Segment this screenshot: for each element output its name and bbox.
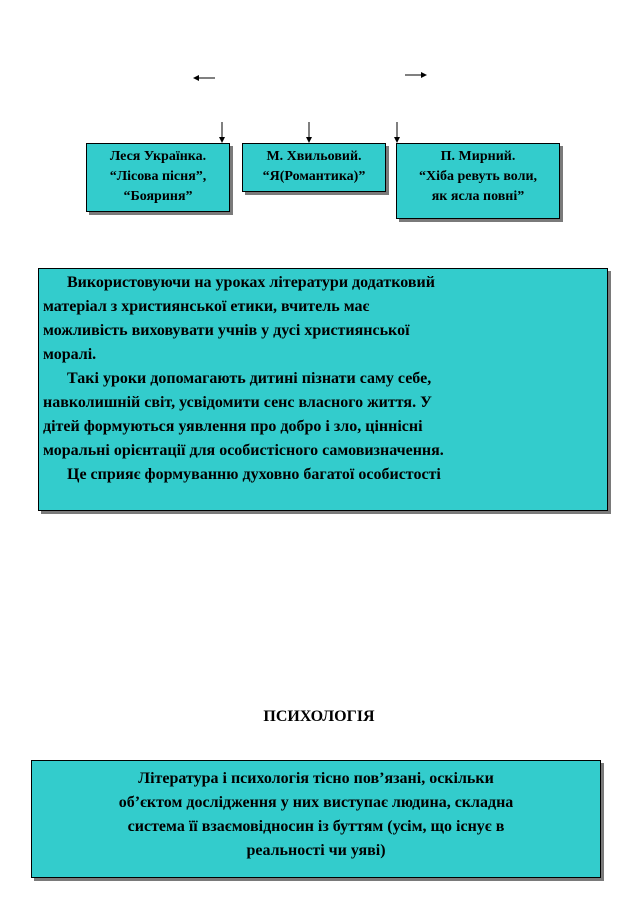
ethics-line-7: дітей формуються уявлення про добро і зло, ціннісні [43,418,423,435]
psychology-text-box [31,760,601,878]
ethics-line-1: Використовуючи на уроках літератури додатковий [67,274,435,291]
ethics-line-6: навколишній світ, усвідомити сенс власного життя. У [43,394,432,411]
box-khvylovy-line-2: “Я(Романтика)” [262,169,366,184]
psychology-line-2: об’єктом дослідження у них виступає людина, складна [118,794,514,811]
psychology-line-3: система її взаємовідносин із буттям (усім, що існує в [127,818,505,835]
box-lesya-line-1: Леся Українка. [109,149,207,164]
ethics-line-4: моралі. [43,346,97,363]
psychology-line-1: Література і психологія тісно пов’язані, оскільки [138,770,494,787]
box-lesya-ukrainka [86,143,230,212]
psychology-heading: ПСИХОЛОГІЯ [263,708,375,725]
box-myrny-line-3: як ясла повні” [431,189,525,204]
box-myrny [396,143,560,219]
psychology-line-4: реальності чи уяві) [246,842,386,859]
ethics-line-8: моральні орієнтації для особистісного самовизначення. [43,442,444,459]
box-lesya-line-3: “Бояриня” [123,189,193,204]
box-lesya-line-2: “Лісова пісня”, [109,169,207,184]
ethics-line-2: матеріал з християнської етики, вчитель має [43,298,370,315]
box-khvylovy [242,143,386,192]
box-khvylovy-line-1: М. Хвильовий. [266,149,362,164]
ethics-text-box [38,268,608,511]
box-myrny-line-2: “Хіба ревуть воли, [418,169,538,184]
ethics-line-9: Це сприяє формуванню духовно багатої особистості [67,466,441,483]
ethics-line-5: Такі уроки допомагають дитині пізнати саму себе, [67,370,432,387]
box-myrny-line-1: П. Мирний. [440,149,516,164]
ethics-line-3: можливість виховувати учнів у дусі християнської [43,322,410,339]
